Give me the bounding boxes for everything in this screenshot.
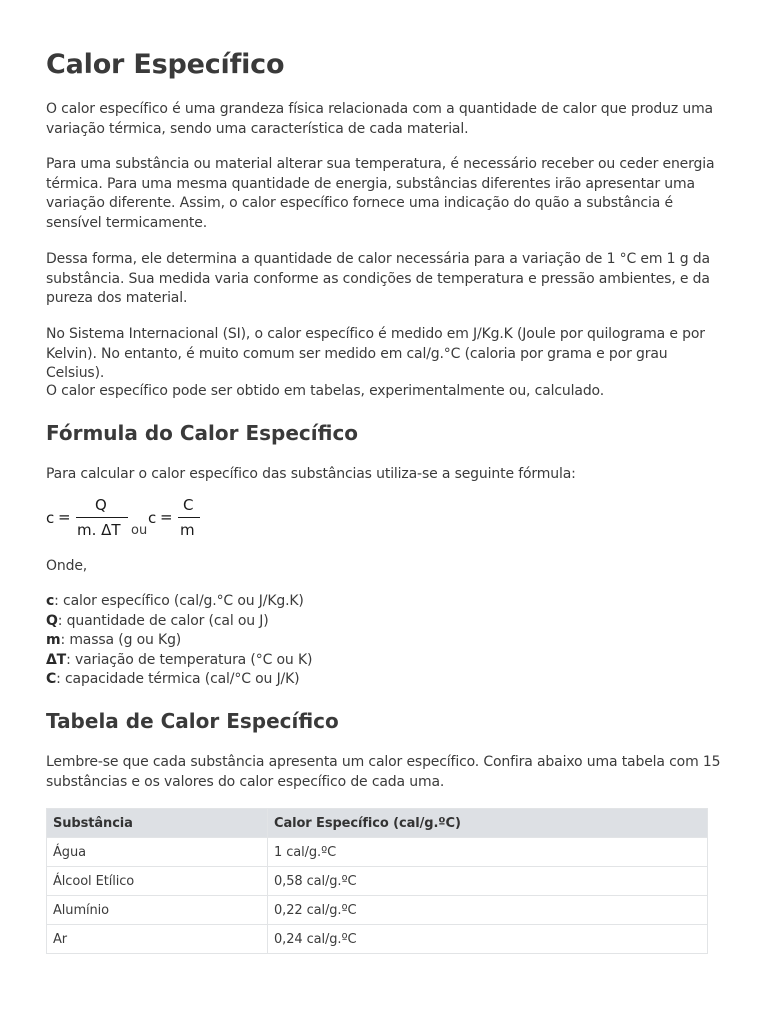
definition-item xyxy=(46,612,312,632)
formula-numerator-2: C xyxy=(183,496,194,514)
definition-symbol: c xyxy=(46,593,55,609)
intro-paragraph-5: O calor específico pode ser obtido em tabelas, experimentalmente ou, calculado. xyxy=(46,383,605,399)
formula-heading: Fórmula do Calor Específico xyxy=(46,421,359,445)
cell-value: 1 cal/g.ºC xyxy=(268,838,708,867)
definitions-list xyxy=(46,592,312,690)
definition-symbol: C xyxy=(46,671,57,687)
definition-text: : quantidade de calor (cal ou J) xyxy=(57,612,269,629)
formula-lhs-2: c xyxy=(148,509,157,527)
intro-paragraph-4: No Sistema Internacional (SI), o calor específico é medido em J/Kg.K (Joule por quilograma e por Kelvin). No entanto, é muito comum ser medido em cal/g.°C (caloria por grama e por grau Celsius). xyxy=(46,326,705,382)
cell-substance: Alumínio xyxy=(47,896,268,925)
formula-numerator-1: Q xyxy=(95,496,107,514)
definition-item xyxy=(46,670,312,690)
formula-equals-2: = xyxy=(160,508,173,526)
definition-item xyxy=(46,631,312,651)
formula-lhs-1: c xyxy=(46,509,55,527)
definition-text: : variação de temperatura (°C ou K) xyxy=(66,651,313,668)
table-row xyxy=(47,896,708,925)
column-header-specific-heat: Calor Específico (cal/g.ºC) xyxy=(268,809,708,838)
table-row xyxy=(47,925,708,954)
specific-heat-table xyxy=(46,808,708,954)
specific-heat-formula xyxy=(46,495,346,545)
formula-lead: Para calcular o calor específico das substâncias utiliza-se a seguinte fórmula: xyxy=(46,466,576,482)
intro-paragraph-3: Dessa forma, ele determina a quantidade de calor necessária para a variação de 1 °C em 1 g da substância. Sua medida varia conforme as condições de temperatura e pressão ambientes, e da pureza dos material. xyxy=(46,251,710,307)
fraction-bar-1 xyxy=(76,517,128,518)
cell-value: 0,58 cal/g.ºC xyxy=(268,867,708,896)
table-row xyxy=(47,867,708,896)
definition-symbol: m xyxy=(46,632,61,648)
intro-paragraph-2: Para uma substância ou material alterar sua temperatura, é necessário receber ou ceder energia térmica. Para uma mesma quantidade de energia, substâncias diferentes irão apresentar uma variação diferente. Assim, o calor específico fornece uma indicação do quão a substância é sensível termicamente. xyxy=(46,156,715,231)
cell-substance: Ar xyxy=(47,925,268,954)
table-header-row xyxy=(47,809,708,838)
formula-denominator-2: m xyxy=(180,521,195,539)
definition-symbol: ΔT xyxy=(46,651,67,668)
table-row xyxy=(47,838,708,867)
page-title: Calor Específico xyxy=(46,49,285,80)
formula-denominator-1: m. ΔT xyxy=(77,521,121,539)
cell-substance: Álcool Etílico xyxy=(47,867,268,896)
cell-substance: Água xyxy=(47,838,268,867)
cell-value: 0,22 cal/g.ºC xyxy=(268,896,708,925)
fraction-bar-2 xyxy=(178,517,200,518)
table-heading: Tabela de Calor Específico xyxy=(46,709,339,733)
onde-text: Onde, xyxy=(46,558,88,574)
definition-item xyxy=(46,651,312,671)
definition-text: : massa (g ou Kg) xyxy=(60,632,182,648)
definition-text: : calor específico (cal/g.°C ou J/Kg.K) xyxy=(54,593,304,609)
definition-item xyxy=(46,592,312,612)
intro-paragraph-1: O calor específico é uma grandeza física relacionada com a quantidade de calor que produz uma variação térmica, sendo uma característica de cada material. xyxy=(46,101,713,137)
column-header-substance: Substância xyxy=(47,809,268,838)
cell-value: 0,24 cal/g.ºC xyxy=(268,925,708,954)
table-lead: Lembre-se que cada substância apresenta um calor específico. Confira abaixo uma tabela com 15 substâncias e os valores do calor específico de cada uma. xyxy=(46,754,721,790)
formula-equals-1: = xyxy=(58,508,71,526)
definition-symbol: Q xyxy=(46,612,58,629)
definition-text: : capacidade térmica (cal/°C ou J/K) xyxy=(56,671,300,687)
formula-or: ou xyxy=(131,523,148,538)
